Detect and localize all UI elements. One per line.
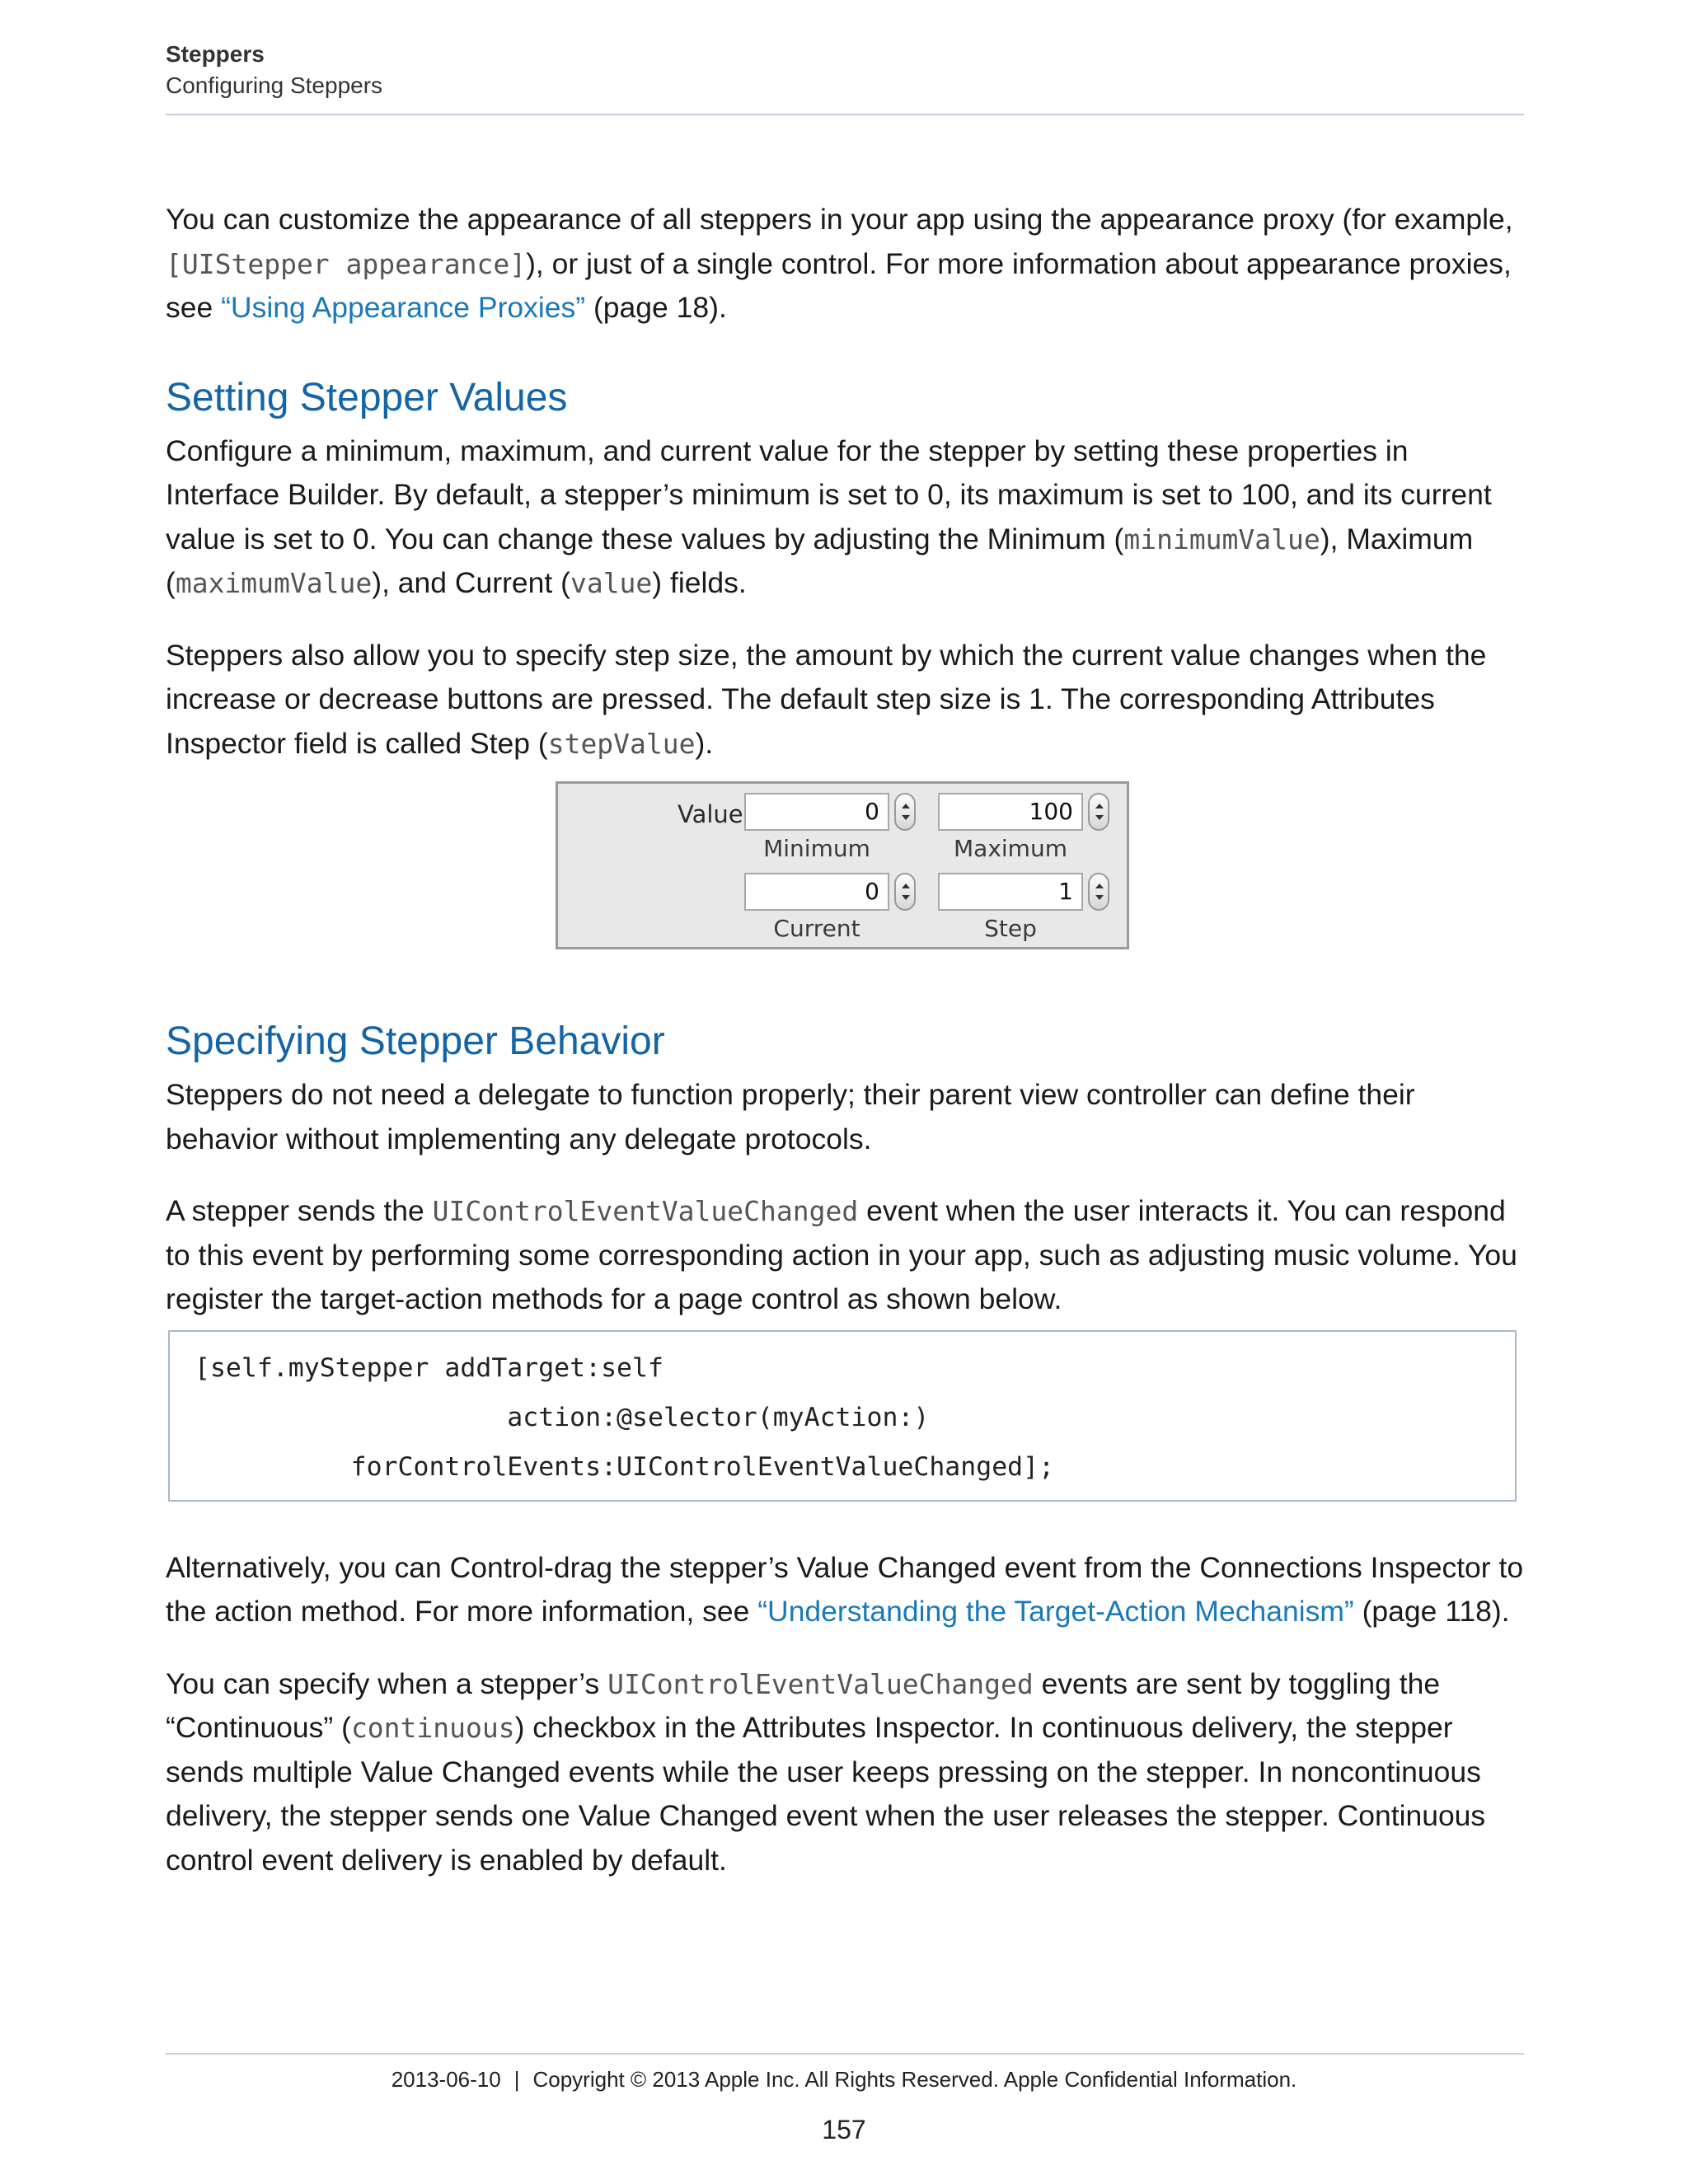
code-listing — [168, 1330, 1517, 1502]
maximum-value-field[interactable]: 100 — [938, 793, 1083, 831]
setting-values-paragraph: Configure a minimum, maximum, and current value for the stepper by setting these properties in Interface Builder. By default, a stepper’s minimum is set to 0, its maximum is set to 100, and its current value is set to 0. You can change these values by adjusting the Minimum (minimumValue), Maximum (maximumValue), and Current (value) fields. — [166, 434, 1492, 599]
page-content — [166, 198, 1524, 1910]
footer-copyright: Copyright © 2013 Apple Inc. All Rights Reserved. Apple Confidential Information. — [532, 2067, 1297, 2092]
inline-code: value — [570, 567, 653, 599]
step-caption: Step — [984, 915, 1037, 942]
inline-code: minimumValue — [1123, 523, 1320, 555]
minimum-value-field[interactable]: 0 — [744, 793, 889, 831]
page-footer — [0, 2067, 1688, 2093]
page-number: 157 — [822, 2115, 866, 2144]
minimum-caption: Minimum — [763, 835, 870, 862]
header-chapter-title: Steppers — [166, 41, 265, 67]
stepper-attributes-figure — [556, 781, 1129, 949]
continuous-paragraph: You can specify when a stepper’s UIControlEventValueChanged events are sent by toggling the “Continuous” (continuous) checkbox in the Attributes Inspector. In continuous delivery, the stepper sends multiple Value Changed events while the user keeps pressing on the stepper. In noncontinuous delivery, the stepper sends one Value Changed event when the user releases the stepper. Continuous control event delivery is enabled by default. — [166, 1666, 1486, 1877]
inline-code: continuous — [350, 1712, 515, 1744]
page-header — [166, 40, 1524, 102]
code-listing-text: [self.myStepper addTarget:self action:@selector(myAction:) forControlEvents:UIControlEventValueChanged]; — [195, 1352, 1055, 1482]
inline-code: stepValue — [547, 727, 696, 760]
current-caption: Current — [773, 915, 860, 942]
footer-divider — [166, 2053, 1524, 2055]
section-heading-setting-values: Setting Stepper Values — [166, 375, 568, 419]
maximum-stepper-icon[interactable] — [1088, 793, 1109, 831]
inline-code: [UIStepper appearance] — [166, 247, 527, 280]
delegate-paragraph: Steppers do not need a delegate to function properly; their parent view controller can define their behavior without implementing any delegate protocols. — [166, 1078, 1415, 1155]
maximum-caption: Maximum — [954, 835, 1067, 862]
minimum-stepper-icon[interactable] — [894, 793, 916, 831]
event-paragraph: A stepper sends the UIControlEventValueChanged event when the user interacts it. You can respond to this event by performing some corresponding action in your app, such as adjusting music volume. You register the target-action methods for a page control as shown below. — [166, 1194, 1517, 1315]
appearance-proxies-link[interactable]: “Using Appearance Proxies” — [221, 291, 586, 324]
current-value-field[interactable]: 0 — [744, 873, 889, 911]
footer-date: 2013-06-10 — [391, 2067, 501, 2092]
target-action-link[interactable]: “Understanding the Target-Action Mechanism” — [757, 1595, 1354, 1628]
intro-paragraph: You can customize the appearance of all steppers in your app using the appearance proxy (for example, [UIStepper appearance]), or just of a single control. For more information about appearance proxies, see “Using Appearance Proxies” (page 18). — [166, 203, 1513, 324]
footer-separator: | — [513, 2067, 520, 2092]
inline-code: UIControlEventValueChanged — [607, 1667, 1034, 1700]
step-size-paragraph: Steppers also allow you to specify step size, the amount by which the current value changes when the increase or decrease buttons are pressed. The default step size is 1. The corresponding Attributes Inspector field is called Step (stepValue). — [166, 638, 1487, 760]
step-value-field[interactable]: 1 — [938, 873, 1083, 911]
step-stepper-icon[interactable] — [1088, 873, 1109, 911]
inline-code: UIControlEventValueChanged — [432, 1195, 859, 1227]
header-section-title: Configuring Steppers — [166, 73, 383, 98]
figure-value-label: Value — [678, 800, 743, 828]
current-stepper-icon[interactable] — [894, 873, 916, 911]
section-heading-stepper-behavior: Specifying Stepper Behavior — [166, 1019, 665, 1063]
control-drag-paragraph: Alternatively, you can Control-drag the stepper’s Value Changed event from the Connections Inspector to the action method. For more information, see “Understanding the Target-Action Mechanism” (page 118). — [166, 1550, 1524, 1628]
inline-code: maximumValue — [175, 567, 373, 599]
header-divider — [166, 114, 1524, 115]
